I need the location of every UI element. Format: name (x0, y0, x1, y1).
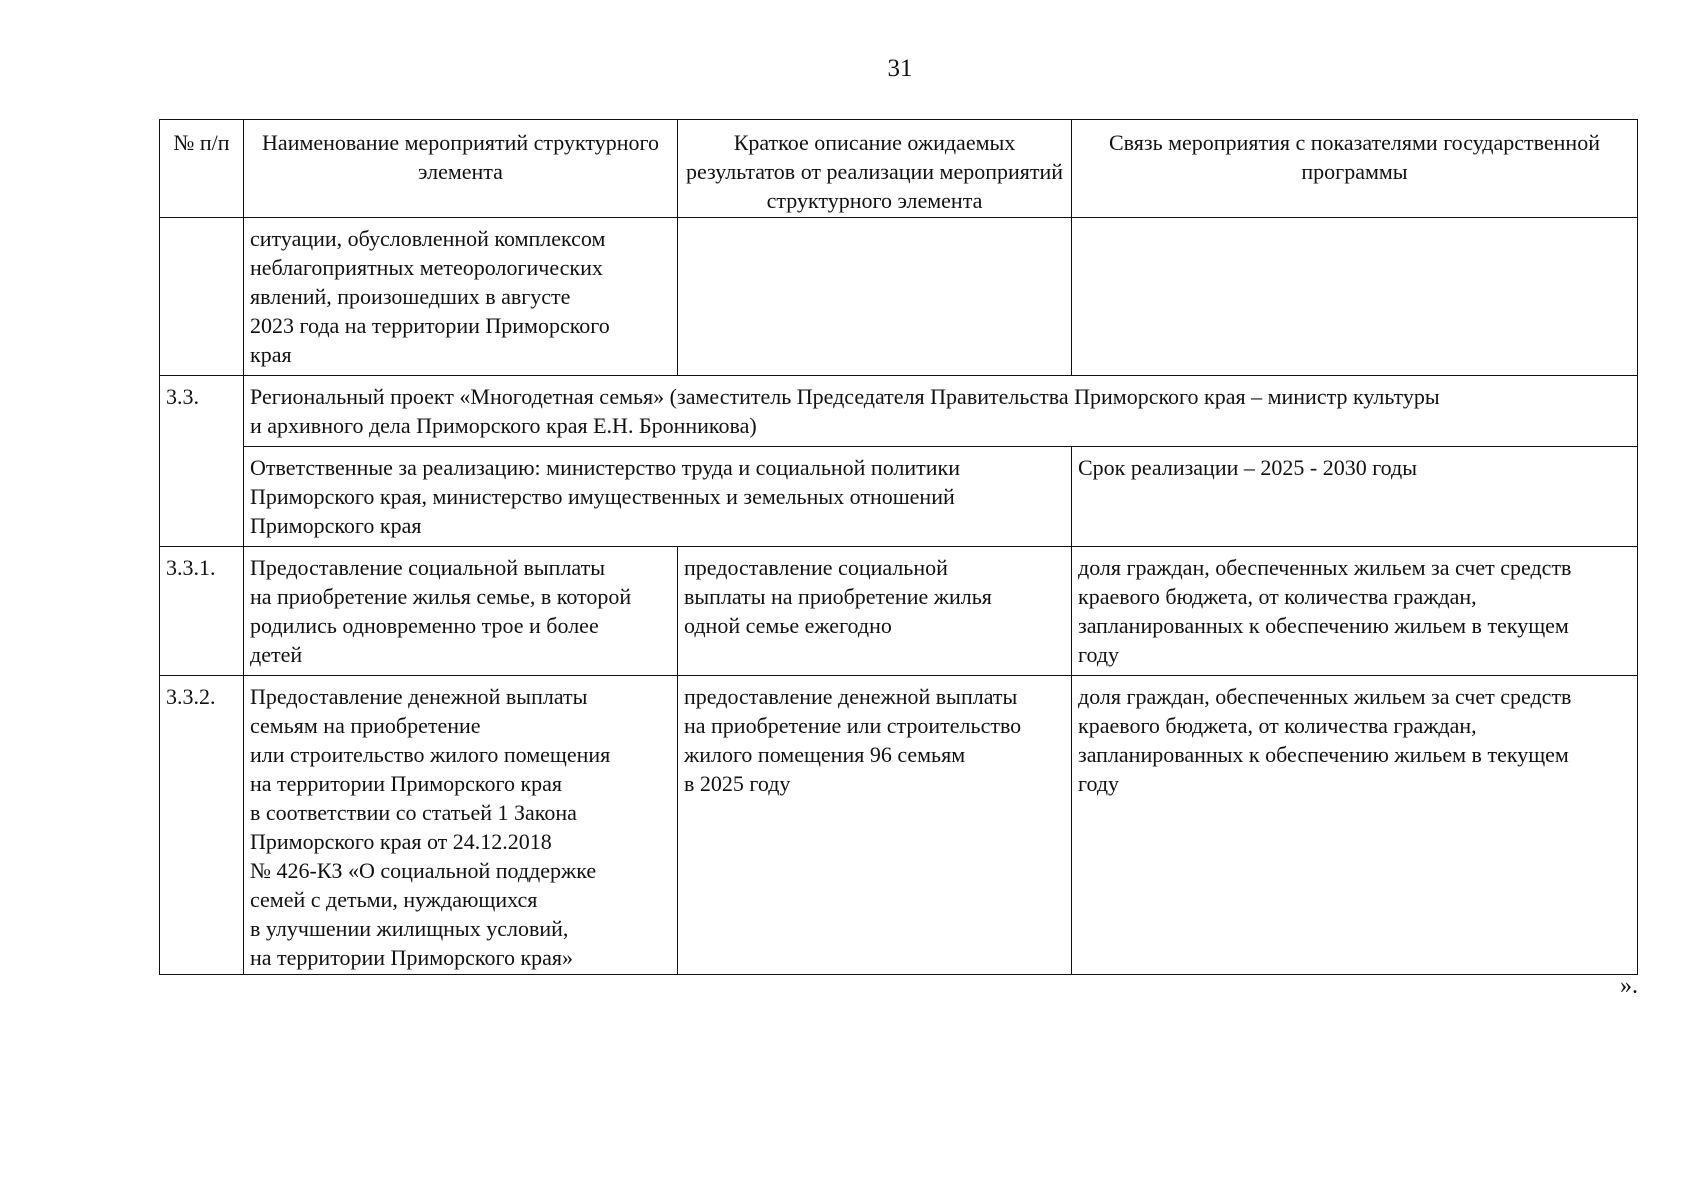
table-header-row (160, 120, 1638, 218)
header-number: № п/п (160, 120, 244, 218)
cell-responsible: Ответственные за реализацию: министерство труда и социальной политики Приморского края, министерство имущественных и земельных отношений Приморского края (244, 447, 1072, 547)
table-row-3-3-1 (160, 547, 1638, 676)
table-row-responsible-3-3 (160, 447, 1638, 547)
cell-number: 3.3. (160, 376, 244, 547)
table-row-continuation (160, 218, 1638, 376)
cell-number: 3.3.1. (160, 547, 244, 676)
header-measure-name: Наименование мероприятий структурного элемента (244, 120, 678, 218)
cell-number (160, 218, 244, 376)
cell-indicator-link: доля граждан, обеспеченных жильем за счет средств краевого бюджета, от количества граждан, запланированных к обеспечению жильем в текущем году (1072, 547, 1638, 676)
table-row-project-3-3 (160, 376, 1638, 447)
cell-measure-name: ситуации, обусловленной комплексом неблагоприятных метеорологических явлений, произошедших в августе 2023 года на территории Приморского края (244, 218, 678, 376)
table-row-3-3-2 (160, 676, 1638, 975)
cell-number: 3.3.2. (160, 676, 244, 975)
cell-indicator-link (1072, 218, 1638, 376)
cell-regional-project: Региональный проект «Многодетная семья» (заместитель Председателя Правительства Приморского края – министр культуры и архивного дела Приморского края Е.Н. Бронникова) (244, 376, 1638, 447)
cell-description: предоставление денежной выплаты на приобретение или строительство жилого помещения 96 семьям в 2025 году (678, 676, 1072, 975)
cell-description: предоставление социальной выплаты на приобретение жилья одной семье ежегодно (678, 547, 1072, 676)
cell-measure-name: Предоставление социальной выплаты на приобретение жилья семье, в которой родились одновременно трое и более детей (244, 547, 678, 676)
header-program-indicators: Связь мероприятия с показателями государственной программы (1072, 120, 1638, 218)
header-expected-results: Краткое описание ожидаемых результатов от реализации мероприятий структурного элемента (678, 120, 1072, 218)
cell-measure-name: Предоставление денежной выплаты семьям на приобретение или строительство жилого помещения на территории Приморского края в соответствии со статьей 1 Закона Приморского края от 24.12.2018 № 426-КЗ «О социальной поддержке семей с детьми, нуждающихся в улучшении жилищных условий, на территории Приморского края» (244, 676, 678, 975)
page-number: 31 (887, 55, 913, 82)
cell-term: Срок реализации – 2025 - 2030 годы (1072, 447, 1638, 547)
measures-table (159, 119, 1638, 975)
closing-quote-mark: ». (1620, 973, 1638, 999)
cell-description (678, 218, 1072, 376)
cell-indicator-link: доля граждан, обеспеченных жильем за счет средств краевого бюджета, от количества граждан, запланированных к обеспечению жильем в текущем году (1072, 676, 1638, 975)
